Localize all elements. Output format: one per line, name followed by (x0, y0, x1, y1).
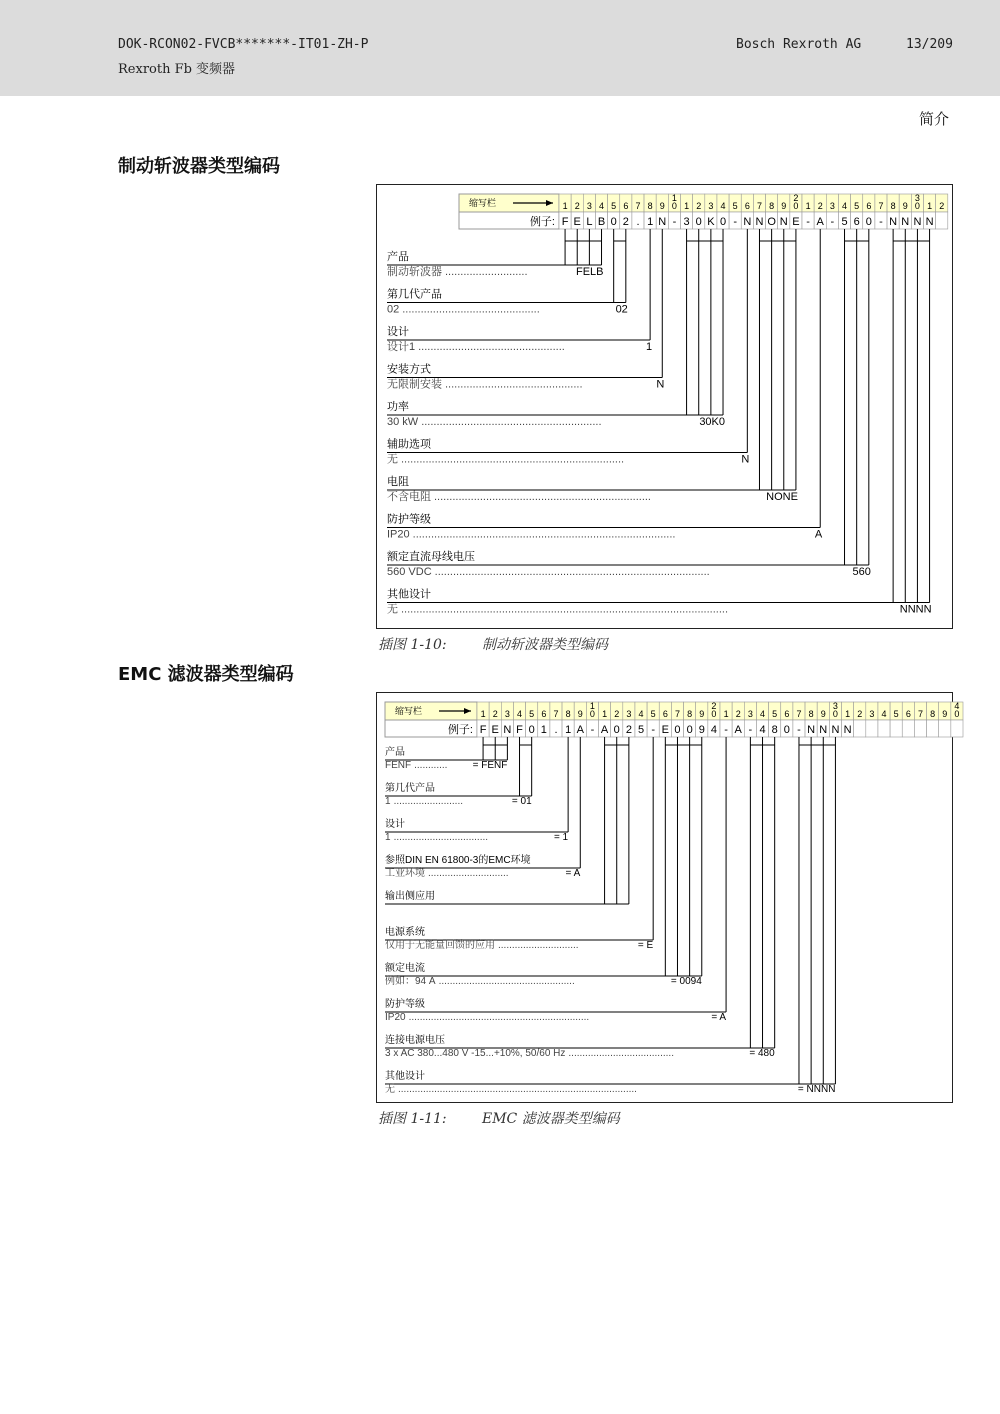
field-description: 30 kW (387, 416, 419, 428)
example-label: 例子: (447, 724, 473, 736)
position-tens-digit: 3 (832, 701, 838, 711)
field-value: = 0094 (670, 976, 702, 987)
field-description: 02 (387, 303, 400, 316)
emc-filter-code-svg (377, 693, 960, 1102)
code-char: N (755, 216, 764, 228)
position-digit: 3 (626, 709, 632, 719)
position-digit: 5 (732, 201, 738, 211)
leader-dots: ........................... (445, 266, 528, 278)
example-label: 例子: (529, 216, 555, 228)
position-digit: 9 (699, 709, 705, 719)
code-char: 0 (719, 216, 727, 228)
field-value: N (656, 378, 665, 391)
position-digit: 1 (684, 201, 690, 211)
position-digit: 8 (808, 709, 814, 719)
position-digit: 8 (890, 201, 896, 211)
field-value: = 1 (553, 832, 569, 843)
code-char: N (843, 724, 852, 736)
code-char-cell (866, 720, 878, 737)
field-name: 辅助选项 (387, 438, 431, 451)
code-char: . (554, 724, 558, 736)
field-name: 产品 (387, 251, 409, 263)
code-char: 6 (853, 216, 860, 228)
field-description: 工业环境 (385, 868, 425, 879)
position-digit: 4 (720, 201, 726, 211)
leader-dots: ......................................................................... (401, 453, 625, 466)
company-name: Bosch Rexroth AG (736, 37, 862, 52)
code-char: 0 (610, 216, 617, 228)
code-char: F (516, 724, 523, 736)
position-digit: 0 (793, 201, 799, 211)
leader-dots: ................................................................. (408, 1012, 590, 1023)
code-char: . (636, 216, 640, 228)
field-value: = 01 (511, 796, 532, 807)
field-name: 电阻 (387, 476, 409, 488)
field-description: 例如：94 A (385, 976, 436, 987)
field-name: 连接电源电压 (385, 1035, 445, 1046)
position-digit: 8 (930, 709, 936, 719)
field-name: 功率 (387, 401, 409, 413)
position-digit: 6 (744, 201, 750, 211)
position-digit: 5 (854, 201, 860, 211)
position-digit: 0 (832, 709, 838, 719)
position-tens-digit: 2 (711, 701, 717, 711)
code-char: O (767, 216, 776, 228)
position-digit: 7 (635, 201, 641, 211)
code-char: 0 (865, 216, 872, 228)
brake-chopper-code-svg (377, 185, 952, 628)
brake-chopper-diagram (376, 184, 953, 629)
field-name: 设计 (385, 819, 405, 830)
field-value: 30K0 (699, 416, 726, 428)
code-char: 1 (540, 724, 547, 736)
leader-dots: ........................................................... (421, 416, 602, 428)
field-name: 防护等级 (387, 513, 431, 526)
figure-caption-number: 插图 1-10: (378, 637, 447, 653)
code-char: N (807, 724, 816, 736)
code-char: F (479, 724, 487, 736)
code-char: - (651, 724, 656, 736)
field-value: NNNN (899, 603, 932, 616)
field-description: FENF (385, 760, 412, 771)
field-value: = 480 (749, 1048, 775, 1059)
figure-caption-title: 制动斩波器类型编码 (482, 637, 608, 653)
code-char: N (889, 216, 898, 228)
code-char: 3 (683, 216, 690, 228)
position-tens-digit: 1 (589, 701, 595, 711)
code-char: 0 (686, 724, 693, 736)
field-name: 防护等级 (385, 999, 425, 1010)
code-char: B (597, 216, 606, 228)
code-char: K (707, 216, 715, 228)
field-value: = A (711, 1012, 727, 1023)
code-char: 4 (710, 724, 717, 736)
field-value: N (741, 453, 750, 466)
code-char: 0 (695, 216, 702, 228)
position-digit: 3 (747, 709, 753, 719)
code-char: N (831, 724, 840, 736)
field-description: 无 (385, 1084, 395, 1095)
field-value: = FENF (472, 760, 508, 771)
code-char-cell (854, 720, 866, 737)
position-digit: 4 (638, 709, 644, 719)
field-description: 3 x AC 380...480 V -15...+10%, 50/60 Hz (385, 1048, 566, 1059)
code-char: 0 (613, 724, 620, 736)
position-digit: 2 (614, 709, 620, 719)
field-value: = E (637, 940, 654, 951)
position-digit: 6 (623, 201, 629, 211)
position-digit: 7 (553, 709, 559, 719)
figure-caption-title: EMC 滤波器类型编码 (482, 1111, 620, 1127)
field-value: A (814, 528, 823, 541)
field-name: 输出侧应用 (385, 891, 435, 902)
heading-emc-filter: EMC 滤波器类型编码 (118, 664, 294, 685)
code-char: A (734, 724, 742, 736)
field-name: 额定直流母线电压 (387, 551, 475, 563)
code-char: 5 (841, 216, 848, 228)
code-char: - (590, 724, 595, 736)
code-char-cell (890, 720, 902, 737)
field-value: FELB (576, 266, 604, 278)
position-tens-digit: 2 (793, 193, 799, 203)
field-description: 不含电阻 (387, 491, 431, 503)
position-digit: 6 (866, 201, 872, 211)
code-char: E (792, 216, 800, 228)
code-char: N (913, 216, 922, 228)
field-value: = A (565, 868, 581, 879)
position-digit: 9 (902, 201, 908, 211)
position-digit: 5 (611, 201, 617, 211)
figure-caption-number: 插图 1-11: (378, 1111, 447, 1127)
field-description: 设计1 (387, 341, 416, 353)
position-digit: 3 (586, 201, 592, 211)
position-digit: 2 (574, 201, 580, 211)
field-value: NONE (766, 491, 798, 503)
doc-id: DOK-RCON02-FVCB*******-IT01-ZH-P (118, 37, 369, 52)
position-digit: 6 (541, 709, 547, 719)
position-digit: 7 (756, 201, 762, 211)
leader-dots: ................................................ (418, 341, 565, 353)
position-tens-digit: 4 (954, 701, 960, 711)
position-digit: 2 (696, 201, 702, 211)
code-char: N (503, 724, 512, 736)
page-header (0, 0, 1000, 96)
code-char: - (672, 216, 677, 228)
position-digit: 9 (577, 709, 583, 719)
field-description: 无 (387, 453, 398, 466)
code-char: - (748, 724, 753, 736)
code-char: 2 (625, 724, 632, 736)
position-digit: 9 (820, 709, 826, 719)
position-digit: 0 (589, 709, 595, 719)
position-digit: 2 (939, 201, 945, 211)
field-description: 仅用于无能量回馈的应用 (385, 940, 495, 951)
leader-dots: ...................................... (568, 1048, 674, 1059)
position-digit: 9 (659, 201, 665, 211)
code-char: N (658, 216, 667, 228)
position-digit: 5 (529, 709, 535, 719)
abbr-label: 缩写栏 (469, 198, 497, 208)
leader-dots: ............................. (498, 940, 579, 951)
code-char: A (576, 724, 584, 736)
position-digit: 2 (857, 709, 863, 719)
field-name: 安装方式 (387, 363, 431, 376)
position-digit: 0 (954, 709, 960, 719)
position-digit: 7 (796, 709, 802, 719)
field-description: 560 VDC (387, 566, 432, 578)
field-value: 560 (852, 566, 871, 578)
code-char: N (901, 216, 910, 228)
code-char: N (925, 216, 934, 228)
position-digit: 7 (878, 201, 884, 211)
field-description: 无限制安装 (387, 378, 442, 391)
position-digit: 8 (687, 709, 693, 719)
code-char-cell (951, 720, 963, 737)
position-digit: 4 (599, 201, 605, 211)
field-name: 产品 (385, 747, 405, 758)
field-value: = NNNN (797, 1084, 836, 1095)
position-digit: 8 (647, 201, 653, 211)
heading-brake-chopper: 制动斩波器类型编码 (118, 156, 280, 177)
position-digit: 8 (769, 201, 775, 211)
code-char: 1 (647, 216, 654, 228)
code-char-cell (878, 720, 890, 737)
code-char: N (779, 216, 788, 228)
position-digit: 9 (781, 201, 787, 211)
code-char-cell (939, 720, 951, 737)
position-digit: 2 (492, 709, 498, 719)
code-char: 0 (674, 724, 681, 736)
code-char: E (661, 724, 669, 736)
position-digit: 8 (565, 709, 571, 719)
position-digit: 1 (805, 201, 811, 211)
field-description: 制动斩波器 (387, 266, 442, 278)
position-digit: 0 (671, 201, 677, 211)
page-number: 13/209 (906, 37, 953, 52)
code-char-cell (914, 720, 926, 737)
position-digit: 2 (817, 201, 823, 211)
position-digit: 4 (517, 709, 523, 719)
leader-dots: ............................. (428, 868, 509, 879)
code-char: N (743, 216, 752, 228)
leader-dots: ........................................................................................................... (401, 603, 729, 616)
code-char: 0 (783, 724, 790, 736)
code-char: 0 (528, 724, 535, 736)
field-description: 1 (385, 796, 391, 807)
position-digit: 3 (829, 201, 835, 211)
code-char: F (561, 216, 569, 228)
position-digit: 4 (881, 709, 887, 719)
code-char: 5 (637, 724, 645, 736)
position-digit: 1 (562, 201, 568, 211)
position-digit: 4 (760, 709, 766, 719)
code-char: A (600, 724, 609, 736)
code-char-cell (902, 720, 914, 737)
field-name: 参照DIN EN 61800-3的EMC环境 (385, 855, 531, 866)
leader-dots: ................................................. (438, 976, 575, 987)
code-char: E (491, 724, 499, 736)
leader-dots: ...................................................................................... (412, 528, 676, 541)
abbr-label: 缩写栏 (395, 706, 423, 716)
field-value: 02 (615, 303, 628, 316)
code-char: E (573, 216, 581, 228)
leader-dots: ............................................. (445, 378, 583, 391)
position-digit: 6 (662, 709, 668, 719)
field-description: 无 (387, 603, 398, 616)
code-char: 8 (771, 724, 778, 736)
leader-dots: ...................................................................................... (398, 1084, 637, 1095)
position-digit: 3 (708, 201, 714, 211)
leader-dots: .................................. (393, 832, 489, 843)
field-name: 额定电流 (385, 963, 425, 974)
leader-dots: .......................................................................................... (434, 566, 710, 578)
code-char-cell (936, 212, 948, 229)
code-char: - (724, 724, 728, 736)
leader-dots: ............ (414, 760, 448, 771)
field-description: IP20 (387, 528, 410, 541)
field-value: 1 (646, 341, 653, 353)
field-description: IP20 (385, 1012, 406, 1023)
position-digit: 3 (869, 709, 875, 719)
leader-dots: ......................... (393, 796, 464, 807)
code-char: 4 (759, 724, 766, 736)
position-digit: 6 (784, 709, 790, 719)
field-name: 其他设计 (385, 1071, 425, 1082)
field-name: 电源系统 (385, 927, 425, 938)
position-digit: 5 (650, 709, 656, 719)
position-tens-digit: 1 (671, 193, 677, 203)
field-name: 第几代产品 (385, 783, 435, 794)
position-digit: 7 (674, 709, 680, 719)
field-description: 1 (385, 832, 391, 843)
code-char: - (806, 216, 810, 228)
leader-dots: ............................................. (402, 303, 540, 316)
position-digit: 0 (711, 709, 717, 719)
position-digit: 1 (927, 201, 933, 211)
position-digit: 5 (772, 709, 778, 719)
section-label: 简介 (919, 110, 950, 128)
code-char: L (586, 216, 593, 228)
position-digit: 3 (504, 709, 510, 719)
position-digit: 1 (602, 709, 608, 719)
code-char-cell (927, 720, 939, 737)
position-digit: 4 (842, 201, 848, 211)
position-digit: 1 (480, 709, 486, 719)
position-digit: 0 (914, 201, 920, 211)
emc-filter-diagram (376, 692, 960, 1103)
code-char: A (816, 216, 824, 228)
code-char: 9 (698, 724, 705, 736)
code-char: - (797, 724, 801, 736)
position-digit: 5 (893, 709, 899, 719)
code-char: 1 (565, 724, 572, 736)
code-char: - (830, 216, 835, 228)
code-char: - (879, 216, 883, 228)
position-digit: 9 (942, 709, 948, 719)
position-digit: 1 (723, 709, 729, 719)
position-tens-digit: 3 (914, 193, 920, 203)
field-name: 设计 (387, 326, 409, 338)
product-name: Rexroth Fb 变频器 (118, 62, 236, 77)
field-name: 第几代产品 (387, 288, 442, 301)
position-digit: 1 (845, 709, 851, 719)
code-char: - (733, 216, 738, 228)
code-char: 2 (622, 216, 629, 228)
position-digit: 6 (905, 709, 911, 719)
leader-dots: ....................................................................... (434, 491, 651, 503)
code-char: N (819, 724, 828, 736)
position-digit: 2 (735, 709, 741, 719)
field-name: 其他设计 (387, 588, 431, 601)
position-digit: 7 (917, 709, 923, 719)
